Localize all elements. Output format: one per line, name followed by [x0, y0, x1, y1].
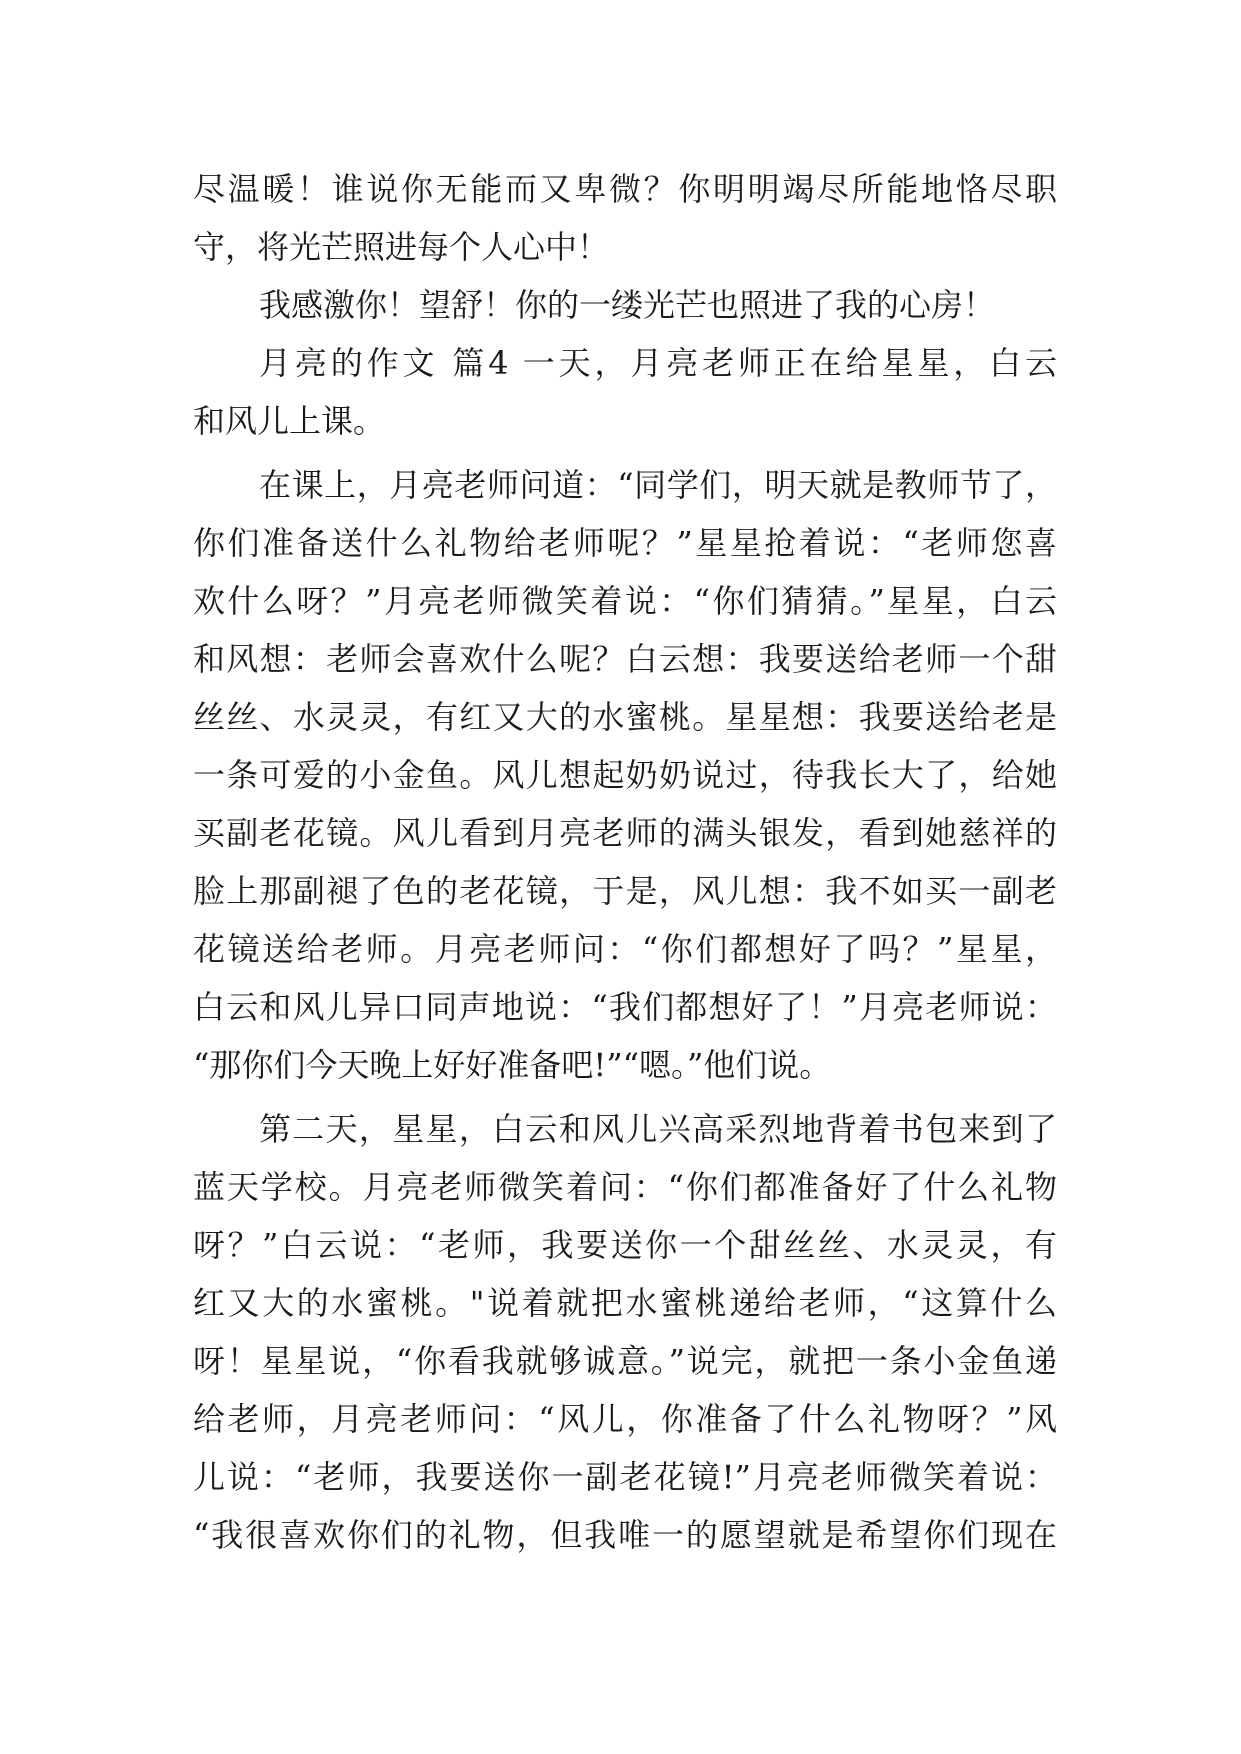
text-line: 一条可爱的小金鱼。风儿想起奶奶说过，待我长大了，给她	[193, 756, 1057, 794]
text-line: 脸上那副褪了色的老花镜，于是，风儿想：我不如买一副老	[193, 872, 1057, 910]
text-line: 和风儿上课。	[193, 402, 386, 440]
text-line: 蓝天学校。月亮老师微笑着问：“你们都准备好了什么礼物	[193, 1168, 1057, 1206]
section-heading-line: 月亮的作文 篇4 一天，月亮老师正在给星星，白云	[259, 344, 1057, 382]
text-line: 白云和风儿异口同声地说：“我们都想好了！”月亮老师说：	[193, 988, 1057, 1026]
text-line: 花镜送给老师。月亮老师问：“你们都想好了吗？”星星，	[193, 930, 1057, 968]
text-line: “那你们今天晚上好好准备吧!”“嗯。”他们说。	[193, 1046, 832, 1084]
text-line: 在课上，月亮老师问道：“同学们，明天就是教师节了，	[259, 466, 1057, 504]
text-line: 尽温暖！谁说你无能而又卑微？你明明竭尽所能地恪尽职	[193, 170, 1057, 208]
text-line: 第二天，星星，白云和风儿兴高采烈地背着书包来到了	[259, 1110, 1057, 1148]
text-line: 欢什么呀？”月亮老师微笑着说：“你们猜猜。”星星，白云	[193, 582, 1057, 620]
text-line: 丝丝、水灵灵，有红又大的水蜜桃。星星想：我要送给老是	[193, 698, 1057, 736]
text-line: “我很喜欢你们的礼物，但我唯一的愿望就是希望你们现在	[193, 1516, 1057, 1554]
text-line: 和风想：老师会喜欢什么呢？白云想：我要送给老师一个甜	[193, 640, 1057, 678]
text-line: 呀？”白云说：“老师，我要送你一个甜丝丝、水灵灵，有	[193, 1226, 1057, 1264]
text-line: 给老师，月亮老师问：“风儿，你准备了什么礼物呀？”风	[193, 1400, 1057, 1438]
text-line: 你们准备送什么礼物给老师呢？”星星抢着说：“老师您喜	[193, 524, 1057, 562]
text-line: 我感激你！望舒！你的一缕光芒也照进了我的心房！	[259, 286, 996, 324]
text-line: 守，将光芒照进每个人心中！	[193, 228, 610, 266]
text-line: 红又大的水蜜桃。"说着就把水蜜桃递给老师，“这算什么	[193, 1284, 1057, 1322]
text-line: 儿说：“老师，我要送你一副老花镜!”月亮老师微笑着说：	[193, 1458, 1057, 1496]
text-line: 呀！星星说，“你看我就够诚意。”说完，就把一条小金鱼递	[193, 1342, 1057, 1380]
essay-body	[193, 160, 1057, 1564]
text-line: 买副老花镜。风儿看到月亮老师的满头银发，看到她慈祥的	[193, 814, 1057, 852]
